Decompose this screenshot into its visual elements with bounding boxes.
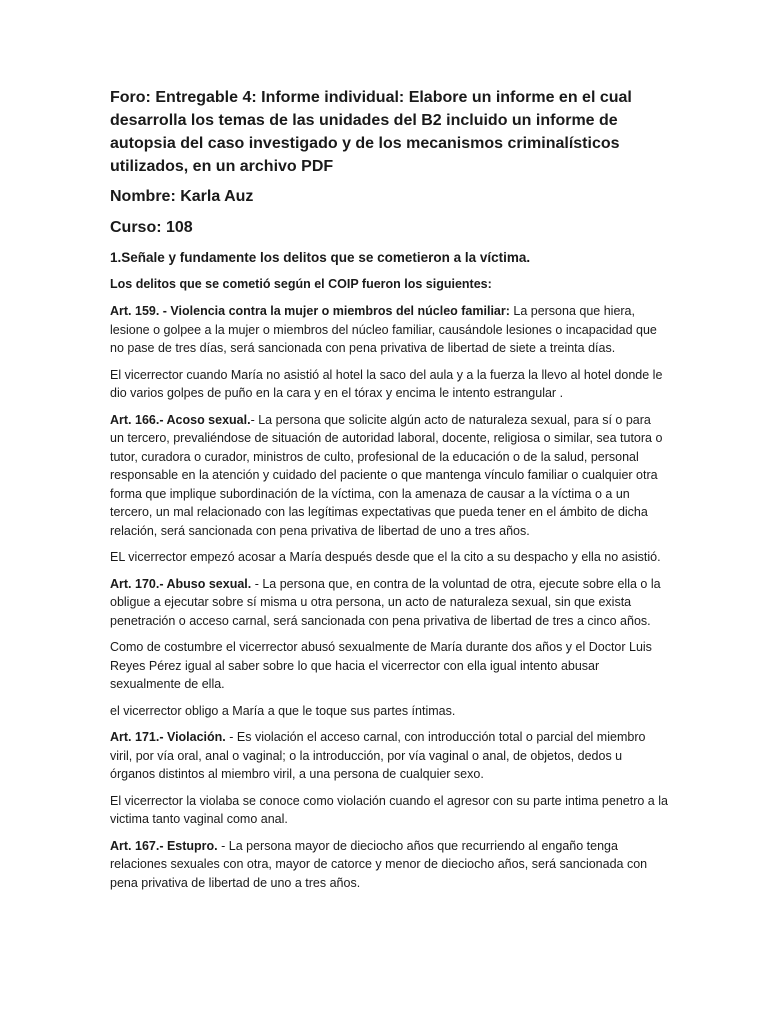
article-paragraph: [110, 302, 668, 358]
intro-line: Los delitos que se cometió según el COIP fueron los siguientes:: [110, 277, 492, 291]
course-number: Curso: 108: [110, 219, 193, 236]
commentary-paragraph: El vicerrector la violaba se conoce como violación cuando el agresor con su parte intima penetro a la victima tanto vaginal como anal.: [110, 793, 668, 826]
article-text: - La persona mayor de dieciocho años que recurriendo al engaño tenga relaciones sexuales con otra, mayor de catorce y menor de dieciocho años, será sancionada con pena privativa de libertad de uno a tres años.: [110, 838, 648, 890]
article-paragraph: [110, 728, 668, 784]
article-text: - Es violación el acceso carnal, con introducción total o parcial del miembro viril, por vía oral, anal o vaginal; o la introducción, por vía vaginal o anal, de objetos, dedos u órganos distintos al miembro viril, a una persona de cualquier sexo.: [110, 730, 646, 781]
commentary-paragraph: EL vicerrector empezó acosar a María después desde que el la cito a su despacho y ella no asistió.: [110, 550, 661, 564]
commentary-paragraph: el vicerrector obligo a María a que le toque sus partes íntimas.: [110, 703, 456, 718]
student-name: Nombre: Karla Auz: [110, 188, 254, 205]
question-heading: 1.Señale y fundamente los delitos que se cometieron a la víctima.: [110, 250, 531, 265]
article-label: Art. 171.- Violación.: [110, 730, 226, 744]
document-title: Foro: Entregable 4: Informe individual: Elabore un informe en el cual desarrolla los temas de las unidades del B2 incluido un informe de autopsia del caso investigado y de los mecanismos criminalísticos utilizados, en un archivo PDF: [110, 89, 632, 175]
article-text: - La persona que solicite algún acto de naturaleza sexual, para sí o para un tercero, prevaliéndose de situación de autoridad laboral, docente, religiosa o similar, sea tutora o tutor, curadora o curador, ministros de culto, profesional de la educación o de la salud, personal responsable en la atención y cuidado del paciente o que mantenga vínculo familiar o cualquier otra forma que implique subordinación de la víctima, con la amenaza de causar a la víctima o a un tercero, un mal relacionado con las legítimas expectativas que pueda tener en el ámbito de dicha relación, será sancionada con pena privativa de libertad de uno a tres años.: [110, 412, 663, 538]
article-paragraph: [110, 575, 668, 631]
article-text: - La persona que, en contra de la voluntad de otra, ejecute sobre ella o la obligue a ejecutar sobre sí misma u otra persona, un acto de naturaleza sexual, sin que exista penetración o acceso carnal, será sancionada con pena privativa de libertad de tres a cinco años.: [110, 576, 661, 628]
article-paragraph: [110, 411, 668, 541]
article-label: Art. 170.- Abuso sexual.: [110, 576, 252, 591]
article-label: Art. 159. - Violencia contra la mujer o miembros del núcleo familiar:: [110, 304, 510, 318]
article-label: Art. 166.- Acoso sexual.: [110, 412, 251, 427]
commentary-paragraph: El vicerrector cuando María no asistió al hotel la saco del aula y a la fuerza la llevo al hotel donde le dio varios golpes de puño en la cara y en el tórax y encima le intento estrangular .: [110, 367, 663, 400]
commentary-paragraph: Como de costumbre el vicerrector abusó sexualmente de María durante dos años y el Doctor Luis Reyes Pérez igual al saber sobre lo que hacia el vicerrector con ella igual intento abusar sexualmente de ella.: [110, 640, 652, 691]
article-label: Art. 167.- Estupro.: [110, 838, 218, 853]
article-text: La persona que hiera, lesione o golpee a la mujer o miembros del núcleo familiar, causándole lesiones o incapacidad que no pase de tres días, será sancionada con pena privativa de libertad de siete a treinta días.: [110, 304, 657, 355]
article-paragraph: [110, 837, 668, 893]
